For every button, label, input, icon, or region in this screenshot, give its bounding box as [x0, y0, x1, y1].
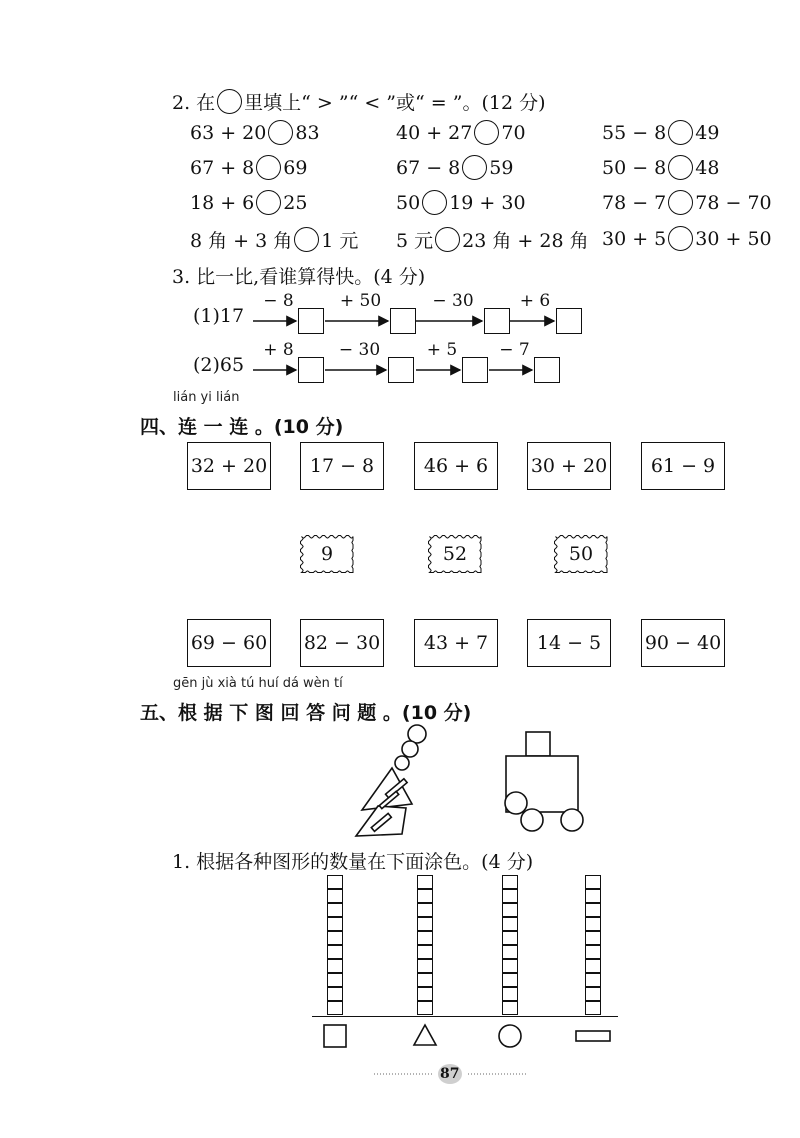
shapes-figure — [340, 720, 620, 840]
color-cell[interactable] — [327, 875, 343, 889]
circle-icon — [561, 809, 583, 831]
left-expression: 50 − 8 — [602, 156, 667, 179]
comparison-item — [190, 120, 320, 145]
color-cell[interactable] — [502, 987, 518, 1001]
chain-operation: + 6 — [519, 291, 551, 311]
pinyin-gen-ju: gēn jù xià tú huí dá wèn tí — [173, 676, 343, 691]
rectangle-icon — [576, 1031, 610, 1041]
color-cell[interactable] — [327, 959, 343, 973]
chain-operation: − 30 — [432, 291, 474, 311]
circle-icon — [395, 756, 409, 770]
color-cell[interactable] — [327, 1001, 343, 1015]
answer-circle-input[interactable] — [256, 155, 281, 180]
left-expression: 40 + 27 — [396, 121, 473, 144]
triangle-icon — [414, 1025, 436, 1045]
match-value-label: 52 — [442, 543, 468, 565]
comparison-item — [190, 190, 307, 215]
comparison-item — [602, 120, 719, 145]
chain-operation: − 30 — [338, 340, 381, 360]
color-cell[interactable] — [502, 889, 518, 903]
answer-circle-input[interactable] — [422, 190, 447, 215]
color-cell[interactable] — [585, 875, 601, 889]
comparison-item — [190, 226, 358, 253]
answer-circle-input[interactable] — [294, 227, 319, 252]
circle-icon — [521, 809, 543, 831]
color-cell[interactable] — [585, 903, 601, 917]
comparison-item — [190, 155, 307, 180]
chain-start: (2)65 — [193, 354, 245, 376]
color-cell[interactable] — [327, 903, 343, 917]
color-cell[interactable] — [327, 889, 343, 903]
match-expression-bottom[interactable]: 14 − 5 — [527, 619, 611, 667]
match-value[interactable] — [300, 535, 354, 573]
match-expression-top[interactable]: 61 − 9 — [641, 442, 725, 490]
comparison-item — [602, 226, 772, 251]
chain-operation: − 8 — [263, 291, 294, 311]
comparison-item — [396, 226, 589, 253]
color-cell[interactable] — [585, 917, 601, 931]
color-cell[interactable] — [502, 945, 518, 959]
color-cell[interactable] — [585, 987, 601, 1001]
left-expression: 50 — [396, 191, 421, 214]
square-icon — [324, 1025, 346, 1047]
answer-box-input[interactable] — [484, 308, 510, 334]
match-value[interactable] — [554, 535, 608, 573]
chain-operation: − 7 — [499, 340, 530, 360]
color-cell[interactable] — [585, 1001, 601, 1015]
chain-operation: + 8 — [263, 340, 294, 360]
left-expression: 67 + 8 — [190, 156, 255, 179]
right-expression: 1 元 — [321, 230, 359, 252]
pinyin-lian-yi-lian: lián yi lián — [173, 390, 240, 405]
match-expression-bottom[interactable]: 69 − 60 — [187, 619, 271, 667]
color-cell[interactable] — [502, 959, 518, 973]
match-expression-bottom[interactable]: 90 − 40 — [641, 619, 725, 667]
right-expression: 49 — [695, 121, 720, 144]
color-cell[interactable] — [585, 889, 601, 903]
left-expression: 18 + 6 — [190, 191, 255, 214]
color-cell[interactable] — [417, 1001, 433, 1015]
chain-start: (1)17 — [193, 305, 245, 327]
color-cell[interactable] — [327, 917, 343, 931]
section-5-heading: 五、根 据 下 图 回 答 问 题 。(10 分) — [140, 702, 472, 724]
circle-icon — [499, 1025, 521, 1047]
color-cell[interactable] — [327, 945, 343, 959]
comparison-item — [396, 120, 526, 145]
color-cell[interactable] — [417, 875, 433, 889]
color-cell[interactable] — [417, 987, 433, 1001]
grid-baseline — [312, 1016, 618, 1017]
match-expression-bottom[interactable]: 82 − 30 — [300, 619, 384, 667]
left-expression: 30 + 5 — [602, 227, 667, 250]
q2-title: 2. 在 里填上“ > ”“ < ”或“ = ”。(12 分) — [172, 88, 546, 115]
right-expression: 70 — [501, 121, 526, 144]
right-expression: 19 + 30 — [449, 191, 526, 214]
answer-circle-input[interactable] — [668, 120, 693, 145]
color-cell[interactable] — [417, 973, 433, 987]
color-cell[interactable] — [502, 903, 518, 917]
match-expression-top[interactable]: 17 − 8 — [300, 442, 384, 490]
page-number: 87 — [440, 1066, 460, 1082]
right-expression: 83 — [295, 121, 320, 144]
left-expression: 55 − 8 — [602, 121, 667, 144]
left-expression: 67 − 8 — [396, 156, 461, 179]
right-expression: 23 角 + 28 角 — [462, 230, 589, 252]
answer-circle-input[interactable] — [668, 155, 693, 180]
answer-circle-input[interactable] — [668, 190, 693, 215]
left-expression: 63 + 20 — [190, 121, 267, 144]
answer-circle-input[interactable] — [474, 120, 499, 145]
color-cell[interactable] — [585, 959, 601, 973]
match-expression-bottom[interactable]: 43 + 7 — [414, 619, 498, 667]
chain-operation: + 50 — [339, 291, 382, 311]
color-cell[interactable] — [417, 959, 433, 973]
s5-q1: 1. 根据各种图形的数量在下面涂色。(4 分) — [172, 851, 534, 873]
circle-icon — [505, 792, 527, 814]
match-value-label: 50 — [568, 543, 594, 565]
match-value-label: 9 — [320, 543, 334, 565]
answer-circle-input[interactable] — [256, 190, 281, 215]
comparison-item — [602, 155, 719, 180]
right-expression: 48 — [695, 156, 720, 179]
comparison-item — [396, 190, 526, 215]
answer-circle-input[interactable] — [668, 226, 693, 251]
color-cell[interactable] — [327, 987, 343, 1001]
circle-icon — [402, 741, 418, 757]
right-expression: 78 − 70 — [695, 191, 772, 214]
color-cell[interactable] — [502, 973, 518, 987]
right-expression: 59 — [489, 156, 514, 179]
color-cell[interactable] — [585, 945, 601, 959]
match-expression-top[interactable]: 46 + 6 — [414, 442, 498, 490]
color-cell[interactable] — [585, 931, 601, 945]
section-4-heading: 四、连 一 连 。(10 分) — [140, 416, 344, 438]
right-expression: 69 — [283, 156, 308, 179]
shape-legend — [310, 1022, 630, 1052]
color-cell[interactable] — [585, 973, 601, 987]
answer-circle-input[interactable] — [462, 155, 487, 180]
comparison-item — [602, 190, 772, 215]
answer-box-input[interactable] — [390, 308, 416, 334]
answer-box-input[interactable] — [462, 357, 488, 383]
match-value[interactable] — [428, 535, 482, 573]
chain-operation: + 5 — [426, 340, 458, 360]
color-cell[interactable] — [417, 889, 433, 903]
arrow-chains — [0, 290, 800, 400]
left-expression: 8 角 + 3 角 — [190, 230, 293, 252]
color-cell[interactable] — [502, 917, 518, 931]
answer-box-input[interactable] — [298, 308, 324, 334]
right-expression: 30 + 50 — [695, 227, 772, 250]
left-expression: 78 − 7 — [602, 191, 667, 214]
color-cell[interactable] — [327, 931, 343, 945]
right-expression: 25 — [283, 191, 308, 214]
color-cell[interactable] — [327, 973, 343, 987]
answer-box-input[interactable] — [534, 357, 560, 383]
color-cell[interactable] — [417, 931, 433, 945]
comparison-item — [396, 155, 513, 180]
color-cell[interactable] — [502, 931, 518, 945]
color-cell[interactable] — [502, 875, 518, 889]
answer-circle-input[interactable] — [268, 120, 293, 145]
match-expression-top[interactable]: 32 + 20 — [187, 442, 271, 490]
answer-circle-icon — [217, 89, 242, 114]
answer-box-input[interactable] — [556, 308, 582, 334]
answer-box-input[interactable] — [298, 357, 324, 383]
square-icon — [526, 732, 550, 756]
color-cell[interactable] — [417, 903, 433, 917]
match-expression-top[interactable]: 30 + 20 — [527, 442, 611, 490]
answer-box-input[interactable] — [388, 357, 414, 383]
answer-circle-input[interactable] — [435, 227, 460, 252]
left-expression: 5 元 — [396, 230, 434, 252]
q3-title: 3. 比一比,看谁算得快。(4 分) — [172, 266, 426, 288]
color-cell[interactable] — [502, 1001, 518, 1015]
color-cell[interactable] — [417, 945, 433, 959]
color-cell[interactable] — [417, 917, 433, 931]
